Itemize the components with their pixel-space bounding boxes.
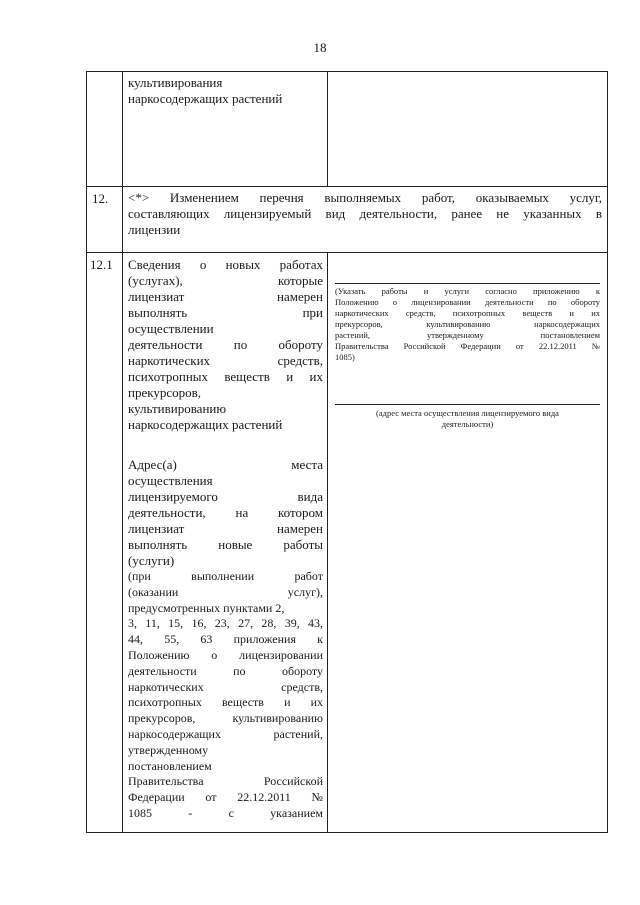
note-line: растений, утвержденному постановлением (335, 330, 600, 340)
table-bottom-border (86, 832, 608, 833)
table-right-border (607, 71, 608, 833)
cell-line: выполнять новые работы (128, 537, 323, 552)
note-line: прекурсоров, культивированию наркосодержащих (335, 319, 600, 329)
cell-line: наркосодержащих растений, (128, 726, 323, 741)
cell-line: Правительства Российской (128, 774, 323, 789)
cell-line: наркотических средств, (128, 679, 323, 694)
cell-line: лицензируемого вида (128, 489, 323, 504)
new-services-label (128, 257, 323, 433)
cell-line: Адрес(а) места (128, 457, 323, 472)
cell-line: психотропных веществ и их (128, 695, 323, 710)
cell-line: (при выполнении работ (128, 569, 323, 583)
address-label (128, 457, 323, 569)
services-input-line (335, 283, 600, 284)
cell-line: предусмотренных пунктами 2, (128, 600, 285, 615)
cell-line: деятельности, на котором (128, 505, 323, 520)
cell-line: наркосодержащих растений (128, 417, 283, 432)
cell-line: деятельности по обороту (128, 337, 323, 352)
cell-line: прекурсоров, (128, 385, 202, 400)
cell-line: прекурсоров, культивированию (128, 711, 323, 726)
note-line: Положению о лицензировании деятельности по обороту (335, 297, 600, 307)
cell-line: деятельности по обороту (128, 663, 323, 678)
note-line: (Указать работы и услуги согласно приложению к (335, 286, 600, 296)
cell-line: Сведения о новых работах (128, 257, 323, 272)
cell-line: осуществлении (128, 321, 214, 336)
address-condition-text (128, 569, 323, 822)
row-divider-12 (86, 186, 608, 187)
cell-line: лицензии (128, 222, 181, 237)
row-divider-12-1 (86, 252, 608, 253)
services-instruction-note (335, 286, 600, 363)
cell-line: <*> Изменением перечня выполняемых работ, оказываемых услуг, (128, 190, 602, 205)
cell-line: Положению о лицензировании (128, 647, 323, 662)
cell-line: лицензиат намерен (128, 289, 323, 304)
note-line: Правительства Российской Федерации от 22.12.2011 № (335, 341, 600, 351)
number-column-divider (122, 71, 123, 833)
cell-line: осуществления (128, 473, 213, 488)
address-input-line (335, 404, 600, 405)
cell-line: 1085 - с указанием (128, 805, 323, 820)
cell-line: постановлением (128, 758, 212, 773)
note-line: наркотических средств, психотропных веществ и их (335, 308, 600, 318)
page-number: 18 (313, 40, 327, 55)
table-top-border (86, 71, 608, 72)
cell-line: наркотических средств, (128, 353, 323, 368)
form-table (86, 71, 608, 833)
cell-line: лицензиат намерен (128, 521, 323, 536)
caption-line: (адрес места осуществления лицензируемого вида (376, 408, 559, 418)
row-number-12-1: 12.1 (90, 257, 113, 272)
note-line: 1085) (335, 352, 355, 362)
cell-line: 3, 11, 15, 16, 23, 27, 28, 39, 43, (128, 616, 323, 631)
cell-line: культивированию (128, 401, 227, 416)
cell-line: выполнять при (128, 305, 323, 320)
cell-line: 44, 55, 63 приложения к (128, 632, 323, 647)
continued-cell (128, 75, 323, 107)
cell-line: (оказании услуг), (128, 584, 323, 599)
cell-line: психотропных веществ и их (128, 369, 323, 384)
cell-line: утвержденному (128, 742, 209, 757)
row-12-text (128, 190, 602, 238)
address-caption (335, 408, 600, 430)
cell-line: наркосодержащих растений (128, 91, 283, 106)
cell-line: (услугах), которые (128, 273, 323, 288)
cell-line: культивирования (128, 75, 223, 90)
cell-line: (услуги) (128, 553, 175, 568)
caption-line: деятельности) (441, 419, 494, 429)
content-column-divider-top (327, 71, 328, 186)
row-number-12: 12. (92, 191, 109, 206)
content-column-divider-bottom (327, 252, 328, 833)
cell-line: составляющих лицензируемый вид деятельности, ранее не указанных в (128, 206, 602, 221)
cell-line: Федерации от 22.12.2011 № (128, 790, 323, 805)
table-left-border (86, 71, 87, 833)
